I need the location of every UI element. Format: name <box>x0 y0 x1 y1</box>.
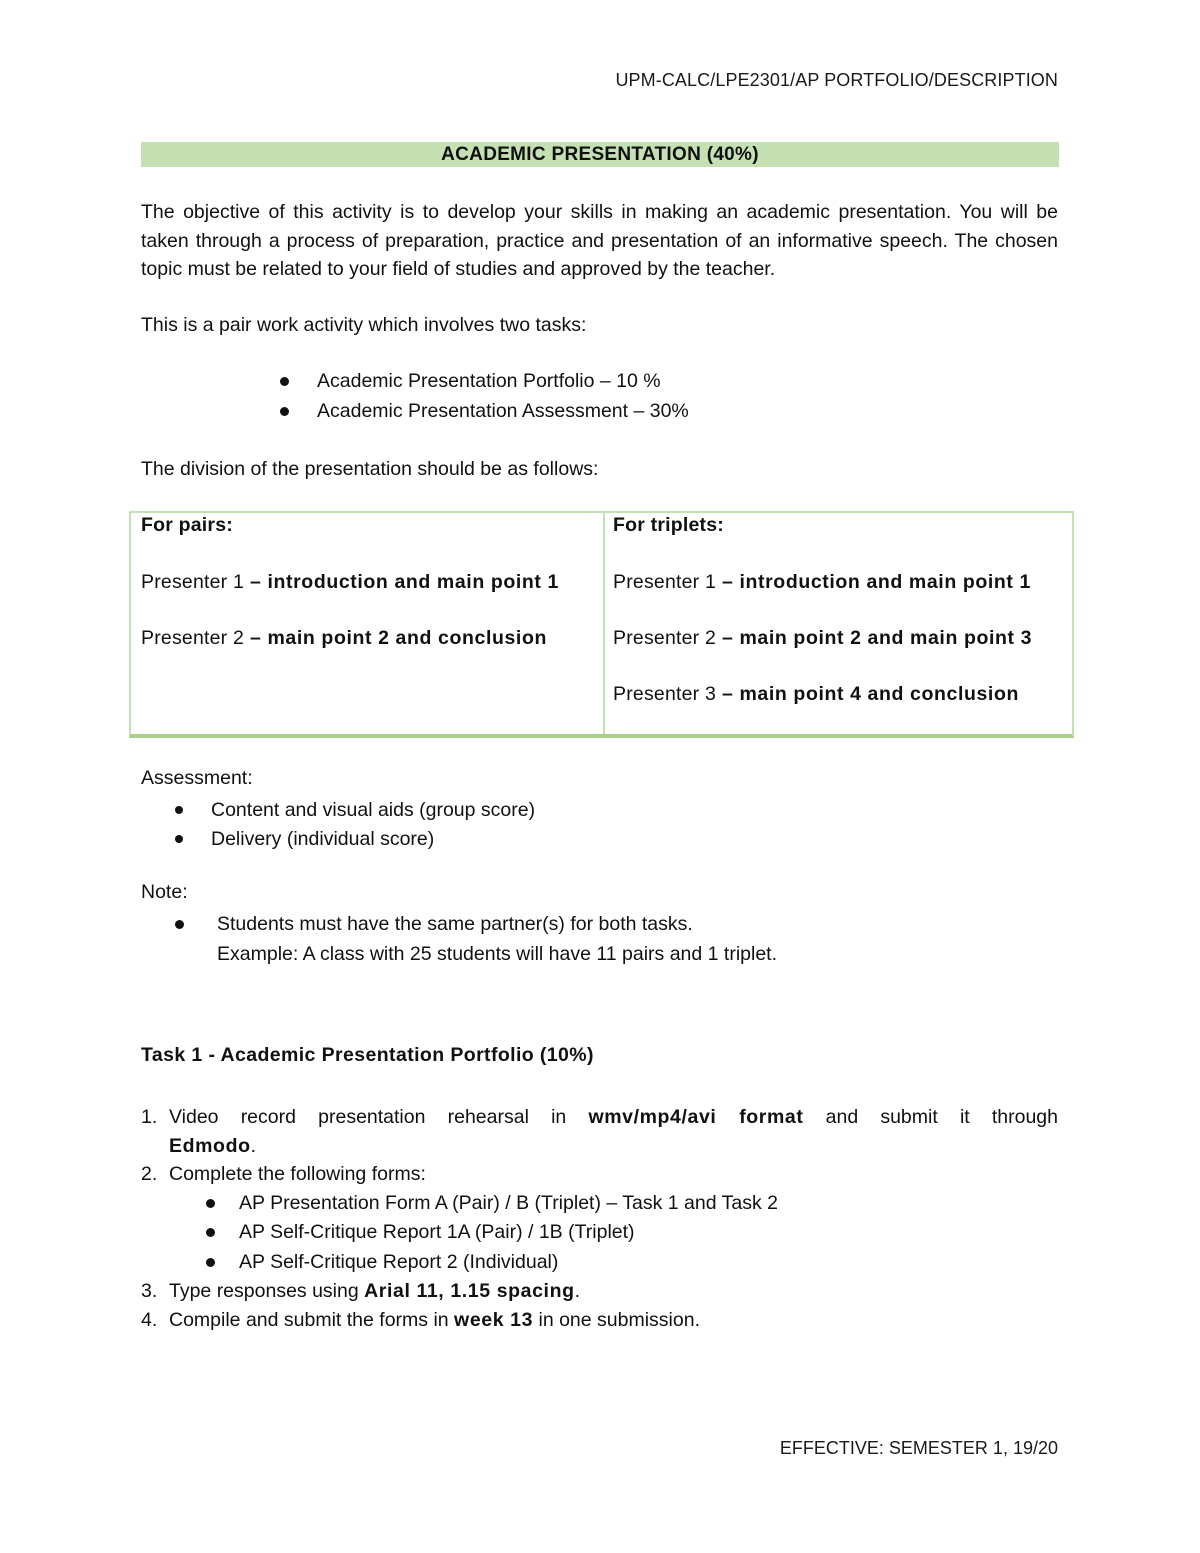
bullet-icon <box>175 835 183 843</box>
title-bar <box>141 142 1059 167</box>
list-item: AP Presentation Form A (Pair) / B (Triplet) – Task 1 and Task 2 <box>169 1189 1058 1219</box>
bullet-icon <box>280 407 289 416</box>
intro-paragraph: The objective of this activity is to develop your skills in making an academic presentation. You will be taken through a process of preparation, practice and presentation of an informative speech. The chosen topic must be related to your field of studies and approved by the teacher. <box>141 201 1058 280</box>
bullet-icon <box>280 377 289 386</box>
bullet-icon <box>206 1228 215 1237</box>
note-list <box>175 910 777 969</box>
tasks-intro: This is a pair work activity which involves two tasks: <box>141 314 587 336</box>
triplets-column <box>603 513 1072 734</box>
list-item: Delivery (individual score) <box>175 825 535 854</box>
table-row: Presenter 1 – introduction and main point 1 <box>141 571 559 593</box>
list-item: AP Self-Critique Report 2 (Individual) <box>169 1248 1058 1278</box>
bullet-icon <box>175 806 183 814</box>
page-title: ACADEMIC PRESENTATION (40%) <box>441 144 759 165</box>
list-item: 4. Compile and submit the forms in week 13 in one submission. <box>141 1308 700 1331</box>
task1-steps <box>141 1103 1058 1334</box>
bullet-icon <box>206 1199 215 1208</box>
task1-title: Task 1 - Academic Presentation Portfolio (10%) <box>141 1044 594 1066</box>
table-row: Presenter 3 – main point 4 and conclusion <box>613 683 1019 705</box>
list-item: 3. Type responses using Arial 11, 1.15 spacing. <box>141 1280 581 1302</box>
list-item: Academic Presentation Assessment – 30% <box>280 397 689 427</box>
forms-list <box>169 1189 1058 1278</box>
list-item: AP Self-Critique Report 1A (Pair) / 1B (Triplet) <box>169 1218 1058 1248</box>
pairs-heading: For pairs: <box>141 514 233 536</box>
division-intro: The division of the presentation should be as follows: <box>141 458 599 480</box>
document-code: UPM-CALC/LPE2301/AP PORTFOLIO/DESCRIPTION <box>615 70 1058 90</box>
list-item: 2. Complete the following forms: AP Presentation Form A (Pair) / B (Triplet) – Task 1 and Task 2 AP Self-Critique Report 1A (Pair) / 1B (Triplet) AP Self-Critique Report 2 (Individual) <box>141 1160 1058 1277</box>
table-row: Presenter 2 – main point 2 and conclusion <box>141 627 547 649</box>
bullet-icon <box>175 920 184 929</box>
assessment-label: Assessment: <box>141 767 253 789</box>
pairs-column <box>131 513 605 734</box>
table-row: Presenter 2 – main point 2 and main point 3 <box>613 627 1033 649</box>
list-item: 1. Video record presentation rehearsal in wmv/mp4/avi format and submit it through Edmodo. <box>141 1106 1058 1157</box>
table-row: Presenter 1 – introduction and main point 1 <box>613 571 1031 593</box>
list-item: Academic Presentation Portfolio – 10 % <box>280 367 689 397</box>
note-label: Note: <box>141 881 188 903</box>
bullet-icon <box>206 1258 215 1267</box>
effective-date: EFFECTIVE: SEMESTER 1, 19/20 <box>779 1438 1058 1458</box>
triplets-heading: For triplets: <box>613 514 724 536</box>
list-item: Students must have the same partner(s) for both tasks. Example: A class with 25 students will have 11 pairs and 1 triplet. <box>175 910 777 969</box>
assessment-list <box>175 796 535 853</box>
weight-list <box>280 367 689 426</box>
list-item: Content and visual aids (group score) <box>175 796 535 825</box>
division-table <box>129 511 1074 738</box>
